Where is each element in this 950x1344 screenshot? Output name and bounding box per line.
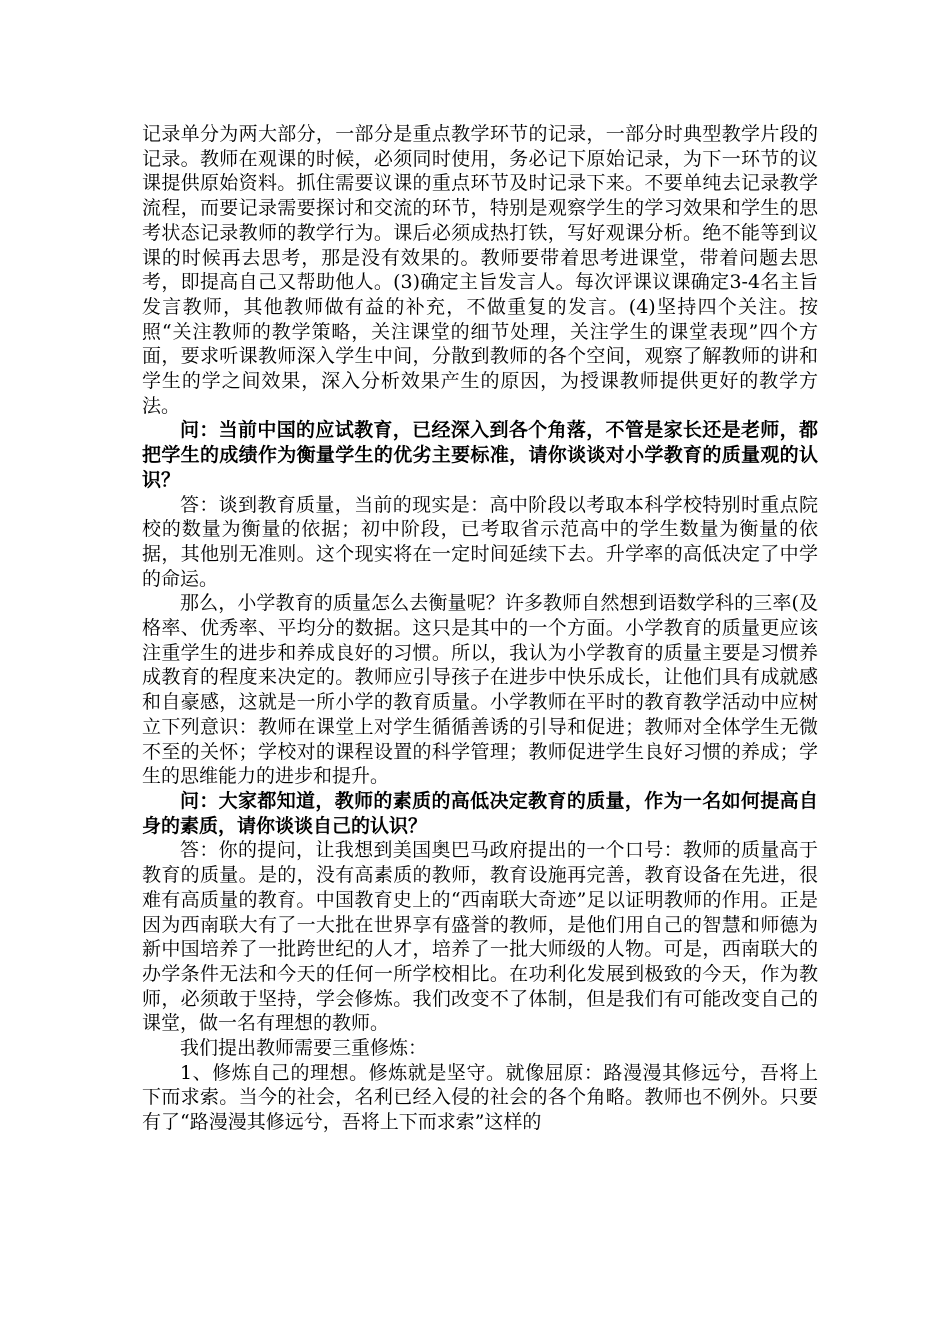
question-heading: 问：当前中国的应试教育，已经深入到各个角落，不管是家长还是老师，都把学生的成绩作为衡量学生的优劣主要标准，请你谈谈对小学教育的质量观的认识？: [142, 419, 818, 491]
body-paragraph: 我们提出教师需要三重修炼：: [180, 1037, 428, 1060]
question-heading: 问：大家都知道，教师的素质的高低决定教育的质量，作为一名如何提高自身的素质，请你谈谈自己的认识？: [142, 789, 818, 837]
answer-paragraph: 答：你的提问，让我想到美国奥巴马政府提出的一个口号：教师的质量高于教育的质量。是的，没有高素质的教师，教育设施再完善，教育设备在先进，很难有高质量的教育。中国教育史上的“西南联大奇迹”足以证明教师的作用。正是因为西南联大有了一大批在世界享有盛誉的教师，是他们用自己的智慧和师德为新中国培养了一批跨世纪的人才，培养了一批大师级的人物。可是，西南联大的办学条件无法和今天的任何一所学校相比。在功利化发展到极致的今天，作为教师，必须敢于坚持，学会修炼。我们改变不了体制，但是我们有可能改变自己的课堂，做一名有理想的教师。: [142, 839, 818, 1035]
body-paragraph: 那么，小学教育的质量怎么去衡量呢？许多教师自然想到语数学科的三率(及格率、优秀率、平均分的数据。这只是其中的一个方面。小学教育的质量更应该注重学生的进步和养成良好的习惯。所以，我认为小学教育的质量主要是习惯养成教育的程度来决定的。教师应引导孩子在进步中快乐成长，让他们具有成就感和自豪感，这就是一所小学的教育质量。小学教师在平时的教育教学活动中应树立下列意识：教师在课堂上对学生循循善诱的引导和促进；教师对全体学生无微不至的关怀；学校对的课程设置的科学管理；教师促进学生良好习惯的养成；学生的思维能力的进步和提升。: [142, 592, 818, 788]
list-item: 1、修炼自己的理想。修炼就是坚守。就像屈原：路漫漫其修远兮，吾将上下而求索。当今的社会，名利已经入侵的社会的各个角略。教师也不例外。只要有了“路漫漫其修远兮，吾将上下而求索”这样的: [142, 1061, 818, 1134]
body-paragraph: 记录单分为两大部分，一部分是重点教学环节的记录，一部分时典型教学片段的记录。教师在观课的时候，必须同时使用，务必记下原始记录，为下一环节的议课提供原始资料。抓住需要议课的重点环节及时记录下来。不要单纯去记录教学流程，而要记录需要探讨和交流的环节，特别是观察学生的学习效果和学生的思考状态记录教师的教学行为。课后必须成热打铁，写好观课分析。绝不能等到议课的时候再去思考，那是没有效果的。教师要带着思考进课堂，带着问题去思考，即提高自己又帮助他人。(3)确定主旨发言人。每次评课议课确定3-4名主旨发言教师，其他教师做有益的补充，不做重复的发言。(4)坚持四个关注。按照“关注教师的教学策略，关注课堂的细节处理，关注学生的课堂表现”四个方面，要求听课教师深入学生中间，分散到教师的各个空间，观察了解教师的讲和学生的学之间效果，深入分析效果产生的原因，为授课教师提供更好的教学方法。: [142, 123, 818, 417]
document-page: [142, 122, 818, 1135]
answer-paragraph: 答：谈到教育质量，当前的现实是：高中阶段以考取本科学校特别时重点院校的数量为衡量的依据；初中阶段，已考取省示范高中的学生数量为衡量的依据，其他别无准则。这个现实将在一定时间延续下去。升学率的高低决定了中学的命运。: [142, 493, 818, 590]
